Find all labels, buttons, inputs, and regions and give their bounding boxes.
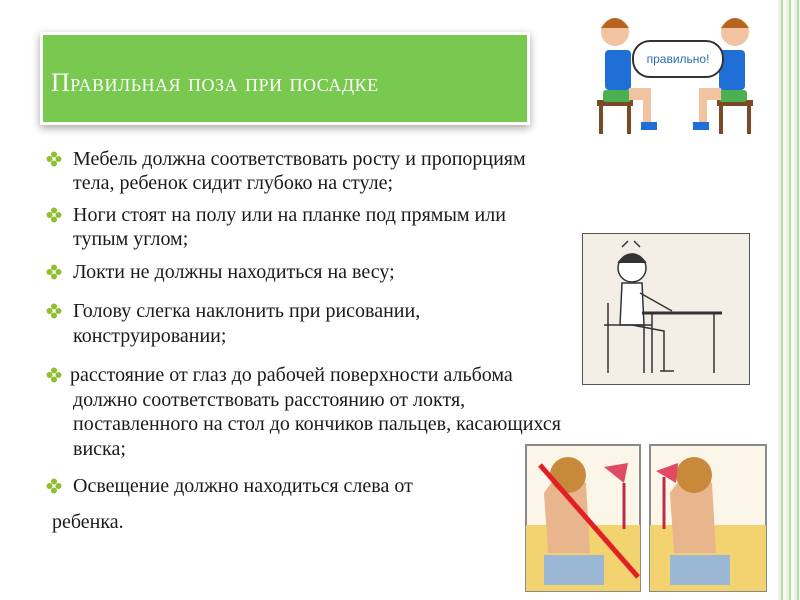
list-line: расстояние от глаз до рабочей поверхности альбома (70, 364, 513, 386)
list-line: ребенка. (52, 511, 124, 533)
list-line: Ноги стоят на полу или на планке под прямым или (73, 204, 506, 226)
girl-at-desk-sketch (582, 233, 750, 385)
list-line: Голову слегка наклонить при рисовании, (73, 300, 421, 322)
list-line: Локти не должны находиться на весу; (73, 261, 395, 283)
speech-bubble: правильно! (632, 40, 724, 78)
list-line: тупым углом; (73, 228, 189, 250)
list-line: виска; (73, 438, 126, 460)
list-line: Мебель должна соответствовать росту и пропорциям (73, 148, 526, 170)
list-line: поставленного на стол до кончиков пальцев, касающихся (73, 413, 561, 435)
list-line: Освещение должно находиться слева от (73, 475, 413, 497)
page-title: Правильная поза при посадке (51, 68, 379, 97)
diamond-bullet-icon (46, 207, 62, 223)
diamond-bullet-icon (46, 367, 62, 383)
diamond-bullet-icon (46, 151, 62, 167)
diamond-bullet-icon (46, 264, 62, 280)
diamond-bullet-icon (46, 478, 62, 494)
list-line: конструировании; (73, 325, 227, 347)
lighting-comparison-illustration (524, 443, 770, 593)
list-line: тела, ребенок сидит глубоко на стуле; (73, 172, 394, 194)
diamond-bullet-icon (46, 303, 62, 319)
list-line: должно соответствовать расстоянию от локтя, (73, 389, 466, 411)
